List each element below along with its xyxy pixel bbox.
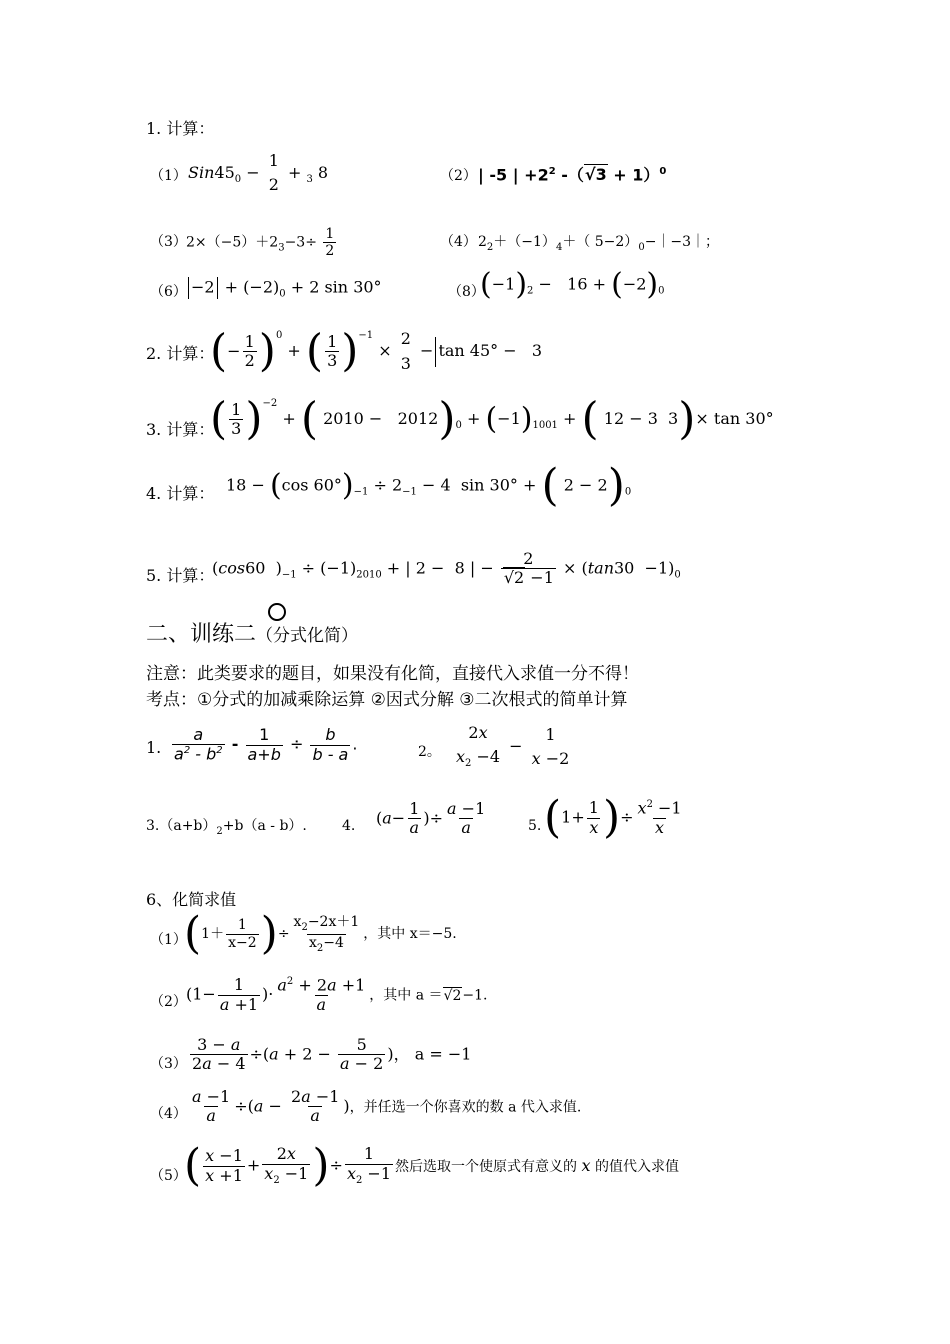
q6-2-label: （2） xyxy=(150,994,187,1010)
q6-5-label: （5） xyxy=(150,1168,187,1184)
q4-label: 4. 计算： xyxy=(146,484,215,503)
s1-label: 1. xyxy=(146,738,162,757)
problem1-title: 1. 计算： xyxy=(146,119,215,138)
s4-expr: (a− $\frac{1}{a}$ )÷ $\frac{a -1}{a}$ xyxy=(376,799,486,838)
p1-8-expr: $(-1)_2 - 16 + (-2)_0$ xyxy=(480,267,665,302)
s2-expr: 2x $x_2 -4$ − 1 x −2 xyxy=(456,723,570,770)
q6-title: 6、化简求值 xyxy=(146,890,237,909)
p1-6-expr: $-2 + (-2)_0 + 2$ sin 30° xyxy=(186,277,382,305)
p1-6-label: （6） xyxy=(150,284,187,300)
q3-label: 3. 计算： xyxy=(146,420,215,439)
q4-expr: 18 − (cos $60^\circ)_{-1} \div 2_{-1} - 4$ sin 30° + ( $2 - 2)_0$ xyxy=(226,460,632,511)
p1-4-label: （4） xyxy=(440,234,477,250)
s1-expr: $\frac{a}{a^2 - b^2}$ - $\frac{1}{a+b}$ ÷ $\frac{b}{b - a}$ . xyxy=(174,725,358,764)
p1-3-expr: $2\times(-5)+2_3-3\div$ $\frac{1}{2}$ xyxy=(186,226,335,260)
p1-2-label: （2） xyxy=(440,168,477,184)
p1-2-expr: | -5 | $+2^2$ $-(√3 + 1)^0$ xyxy=(478,165,667,185)
q6-5-expr: ( $\frac{x -1}{x +1}$ + $\frac{2x}{x_2 -1}$ )÷ $\frac{1}{x_2 -1}$ 然后选取一个使原式有意义的 x 的值代入求值 xyxy=(184,1140,679,1191)
q2-label: 2. 计算： xyxy=(146,344,215,363)
note-line2: 考点：①分式的加减乘除运算 ②因式分解 ③二次根式的简单计算 xyxy=(146,690,628,710)
s2-label: 2。 xyxy=(418,744,441,760)
q6-4-label: （4） xyxy=(150,1106,187,1122)
p1-8-label: （8） xyxy=(448,284,485,300)
q5-expr: (cos60 )$_{-1} \div (-1)_{2010}$ + | 2 − 8 | − $\frac{2}{√2 -1}$ × $(\tan 30 -1)_0$ xyxy=(212,549,681,588)
circle-mark-icon xyxy=(268,603,286,621)
s5-label: 5. xyxy=(528,818,542,834)
q6-3-expr: $\frac{3 - a}{2a - 4}$ ÷(a + 2 − $\frac{5}{a - 2}$ )， a = −1 xyxy=(192,1035,472,1074)
s5-expr: (1+ $\frac{1}{x}$ )÷ $\frac{x^2 -1}{x}$ xyxy=(544,792,682,843)
q6-1-label: （1） xyxy=(150,932,187,948)
section2-title: 二、训练二（分式化简） xyxy=(146,622,359,647)
s4-label: 4. xyxy=(342,818,356,834)
q3-expr: ( $\frac{1}{3}$ )$^{-2}$ + ( $2010 - 2012)_0 + (-1)_{1001}$ + ( 12 − 3 3)× tan 30° xyxy=(210,393,774,445)
p1-4-expr: $2_2+(-1)_4+$（ $5-2)_0-|-3|$； xyxy=(478,234,720,253)
q6-1-expr: (1＋ $\frac{1}{x-2}$ )÷ $\frac{x_2-2x+1}{x_2-4}$ ，其中 x＝−5. xyxy=(184,908,457,959)
note-line1: 注意：此类要求的题目，如果没有化简，直接代入求值一分不得！ xyxy=(146,664,639,684)
p1-1-label: （1） xyxy=(150,168,187,184)
q5-label: 5. 计算： xyxy=(146,566,215,585)
p1-3-label: （3） xyxy=(150,234,187,250)
q6-4-expr: $\frac{a -1}{a}$ ÷(a − $\frac{2a -1}{a}$ )，并任选一个你喜欢的数 a 代入求值. xyxy=(192,1087,582,1126)
p1-1-expr: $Sin45_0$ − 1 2 + $_3$ 8 xyxy=(188,151,329,195)
q6-2-expr: (1− $\frac{1}{a +1}$ )· $\frac{a^2 + 2a +1}{a}$ ，其中 a ＝√2−1. xyxy=(186,975,488,1014)
q2-expr: (− $\frac{1}{2}$ )$^0$ + ( $\frac{1}{3}$ )$^{-1}$ × 2 3 − tan 45° − 3 xyxy=(210,325,543,377)
s3-expr: $3.(a+b)_2+b(a - b)$. xyxy=(146,818,307,837)
q6-3-label: （3） xyxy=(150,1056,187,1072)
